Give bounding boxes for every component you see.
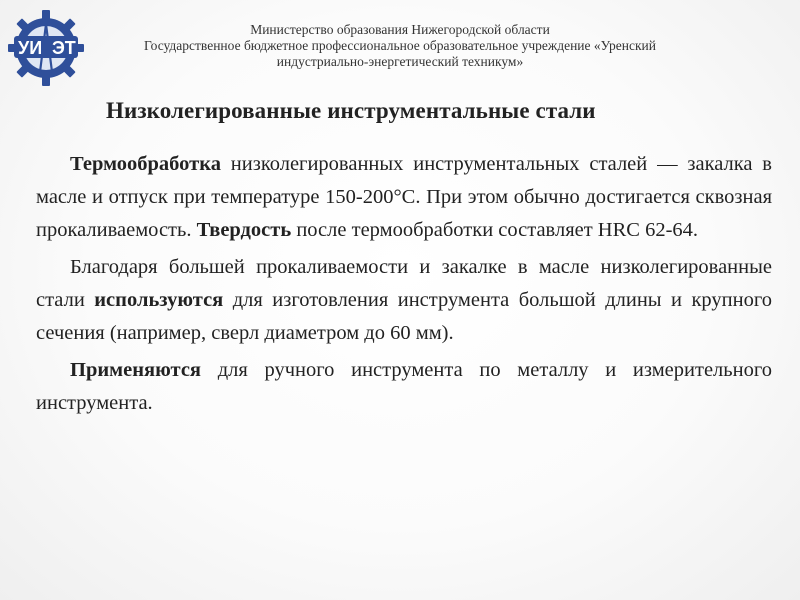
text-usage-end: для изготовления инструмента большой длины и крупного сечения (например, сверл диаметром до 60 мм). [36,289,772,344]
logo-letters-left: УИ [18,38,43,58]
text-usage-start: Благодаря большей прокаливаемости и закалке в масле низколегированные стали [36,256,772,311]
text-heat-treatment: низколегированных инструментальных сталей — закалка в масле и отпуск при температуре 150-200°С. При этом обычно достигается сквозная прокаливаемость. [36,153,772,241]
paragraph-application [36,354,772,420]
logo-letters-right: ЭТ [52,38,76,58]
paragraph-heat-treatment [36,148,772,247]
paragraph-usage [36,251,772,350]
header-line-ministry: Министерство образования Нижегородской области [250,22,550,37]
header-line-institution: Государственное бюджетное профессиональное образовательное учреждение «Уренский [144,38,656,53]
institution-header [110,22,690,70]
term-applied: Применяются [70,359,202,381]
text-hardness: после термообработки составляет HRC 62-64. [291,219,699,241]
text-application: для ручного инструмента по металлу и измерительного инструмента. [36,359,772,414]
slide-body [36,148,772,424]
gear-logo-icon [4,6,88,90]
college-logo [4,6,88,90]
term-heat-treatment: Термообработка [70,153,221,175]
term-used: используются [94,289,224,311]
term-hardness: Твердость [196,219,292,241]
slide-title: Низколегированные инструментальные стали [106,98,596,123]
header-line-institution-cont: индустриально-энергетический техникум» [276,54,524,69]
